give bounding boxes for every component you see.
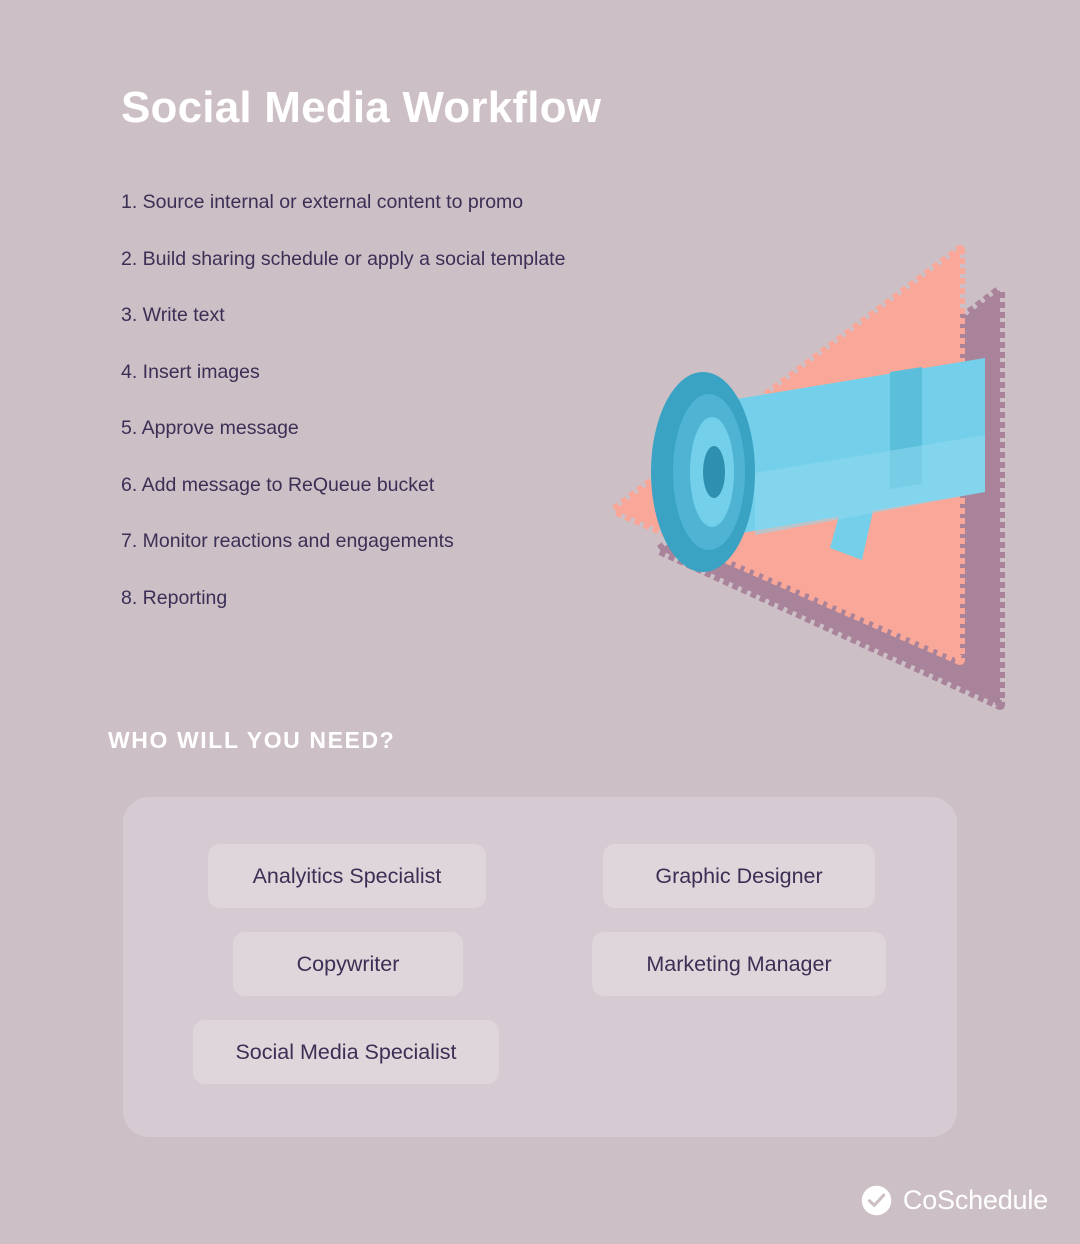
list-item: 5. Approve message	[121, 417, 299, 439]
role-chip: Analyitics Specialist	[208, 844, 486, 908]
section-heading: WHO WILL YOU NEED?	[108, 727, 396, 753]
role-chip: Marketing Manager	[592, 932, 886, 996]
list-item: 1. Source internal or external content to promo	[121, 191, 524, 213]
list-item: 8. Reporting	[121, 586, 228, 609]
list-item: 6. Add message to ReQueue bucket	[121, 473, 435, 496]
role-chip: Copywriter	[233, 932, 463, 996]
list-item: 3. Write text	[121, 304, 225, 326]
page-title: Social Media Workflow	[121, 83, 602, 132]
roles-panel	[123, 797, 957, 1137]
megaphone-illustration	[560, 230, 1030, 720]
list-item: 7. Monitor reactions and engagements	[121, 530, 454, 552]
brand-name: CoSchedule	[902, 1185, 1048, 1215]
role-chip: Graphic Designer	[603, 844, 875, 908]
list-item: 4. Insert images	[121, 360, 260, 383]
list-item: 2. Build sharing schedule or apply a social template	[121, 247, 566, 270]
brand-logo	[861, 1185, 1048, 1216]
check-circle-icon	[861, 1185, 892, 1216]
role-chip: Social Media Specialist	[193, 1020, 499, 1084]
